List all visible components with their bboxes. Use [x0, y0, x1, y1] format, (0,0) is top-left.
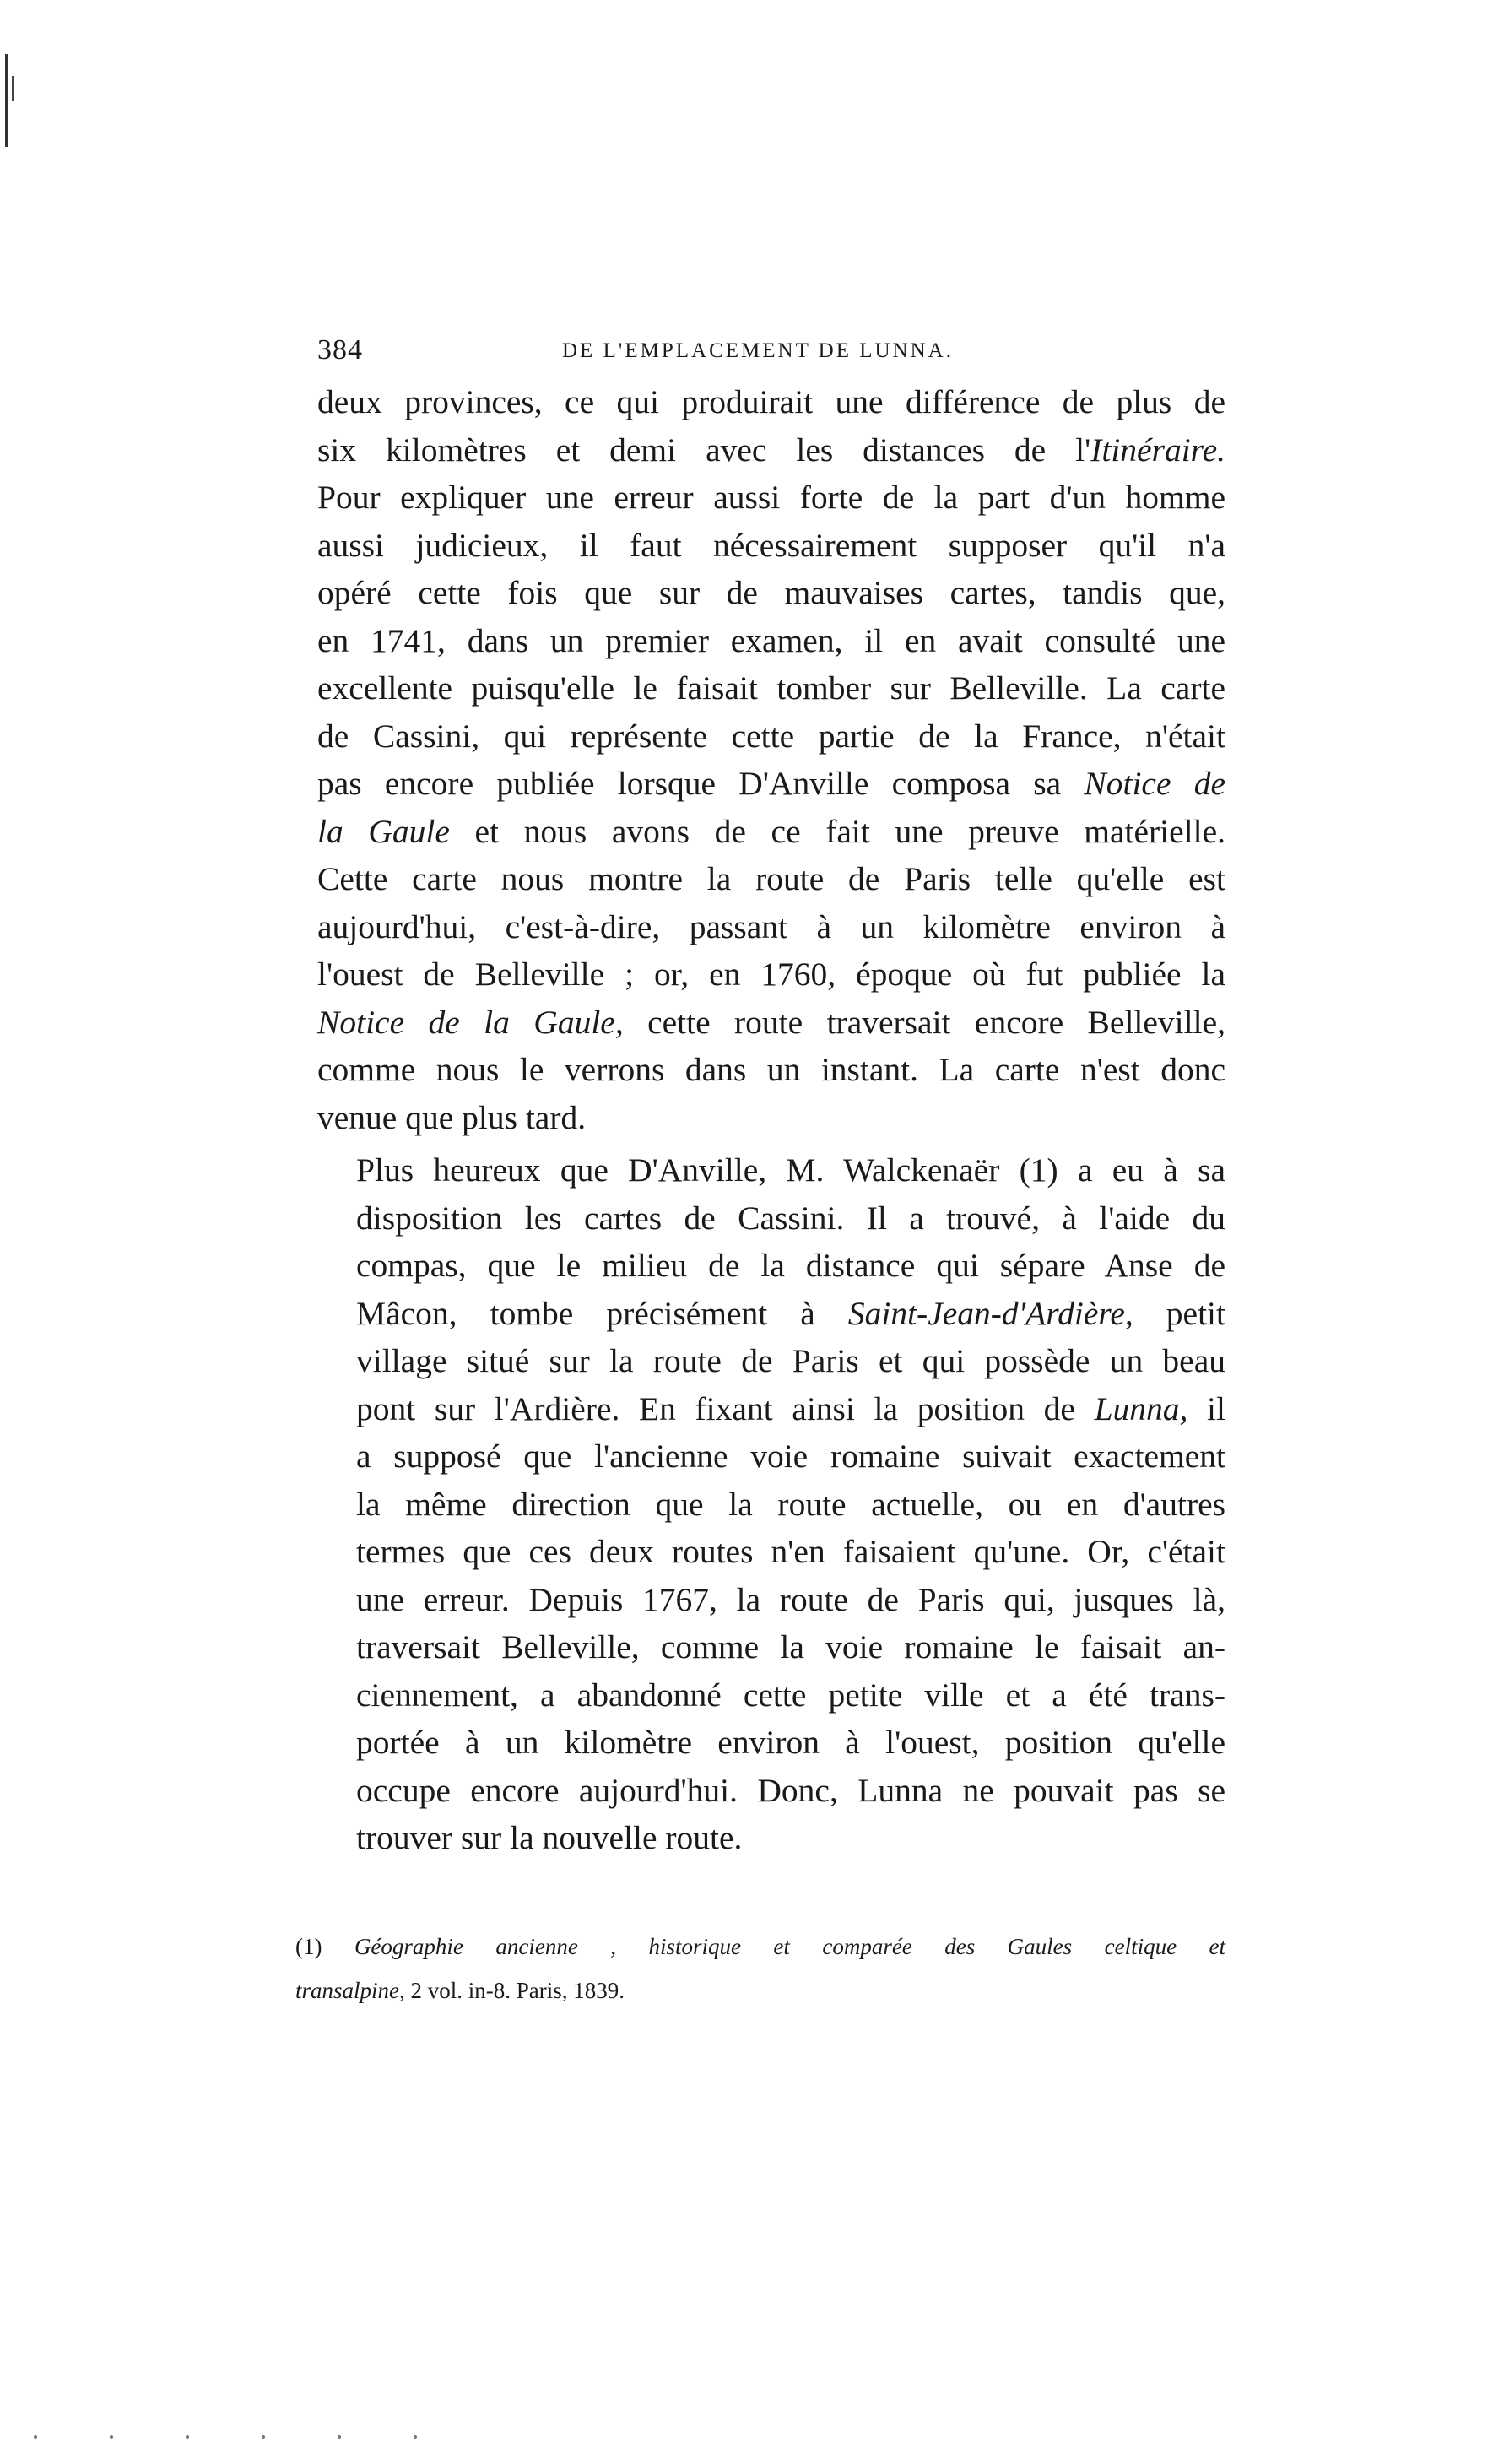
text-line: ciennement, a abandonné cette petite ville et a été trans-	[356, 1676, 1225, 1714]
text-span: il	[1187, 1389, 1225, 1427]
text-line	[317, 1290, 1225, 1338]
speck	[338, 2435, 341, 2439]
speck	[262, 2435, 265, 2439]
text-line: en 1741, dans un premier examen, il en avait consulté une	[317, 621, 1225, 659]
speck	[110, 2435, 113, 2439]
text-line: aussi judicieux, il faut nécessairement supposer qu'il n'a	[317, 526, 1225, 564]
italic-title: la Gaule	[317, 812, 450, 850]
footnote-text: 2 vol. in-8. Paris, 1839.	[404, 1978, 625, 2003]
text-span: et nous avons de ce fait une preuve matérielle.	[449, 812, 1226, 850]
footnote-title: Géographie ancienne , historique et comparée des Gaules celtique et	[354, 1934, 1225, 1959]
text-line: termes que ces deux routes n'en faisaient qu'une. Or, c'était	[356, 1533, 1225, 1570]
text-line: comme nous le verrons dans un instant. La carte n'est donc	[317, 1051, 1225, 1088]
paragraph-2	[317, 1146, 1225, 1862]
text-line	[317, 808, 1225, 856]
running-head: DE L'EMPLACEMENT DE LUNNA.	[562, 339, 954, 362]
text-line: portée à un kilomètre environ à l'ouest, position qu'elle	[356, 1724, 1225, 1761]
text-line: deux provinces, ce qui produirait une différence de plus de	[317, 383, 1225, 420]
text-line: village situé sur la route de Paris et qui possède un beau	[356, 1342, 1225, 1379]
text-line: venue que plus tard.	[317, 1098, 587, 1136]
italic-title: Itinéraire.	[1090, 431, 1225, 468]
text-span: petit	[1133, 1294, 1225, 1332]
text-line: compas, que le milieu de la distance qui sépare Anse de	[356, 1247, 1225, 1284]
text-line: de Cassini, qui représente cette partie de la France, n'était	[317, 717, 1225, 755]
text-line: disposition les cartes de Cassini. Il a trouvé, à l'aide du	[356, 1199, 1225, 1237]
body-text	[317, 378, 1225, 1862]
text-line	[317, 760, 1225, 808]
text-line	[317, 999, 1225, 1047]
italic-title: Notice de	[1084, 765, 1225, 802]
text-line: opéré cette fois que sur de mauvaises cartes, tandis que,	[317, 574, 1225, 611]
text-line: Cette carte nous montre la route de Paris telle qu'elle est	[317, 860, 1225, 897]
text-line: Plus heureux que D'Anville, M. Walckenaër (1) a eu à sa	[356, 1151, 1225, 1189]
text-span: cette route traversait encore Belleville,	[623, 1003, 1225, 1041]
page-number: 384	[317, 334, 363, 366]
footnote	[295, 1925, 1225, 2012]
text-span: six kilomètres et demi avec les distances de l'	[317, 431, 1091, 468]
italic-place: Lunna,	[1094, 1389, 1188, 1427]
italic-title: Notice de la Gaule,	[317, 1003, 624, 1041]
footnote-line	[295, 1925, 1225, 1968]
scan-edge-mark	[5, 54, 8, 147]
text-line: occupe encore aujourd'hui. Donc, Lunna ne pouvait pas se	[356, 1771, 1225, 1809]
text-line: Pour expliquer une erreur aussi forte de la part d'un homme	[317, 479, 1225, 516]
text-line	[317, 1385, 1225, 1433]
text-line: une erreur. Depuis 1767, la route de Paris qui, jusques là,	[356, 1580, 1225, 1618]
text-line	[317, 426, 1225, 474]
paragraph-1	[317, 378, 1225, 1141]
text-span: Mâcon, tombe précisément à	[356, 1294, 848, 1332]
text-line: l'ouest de Belleville ; or, en 1760, époque où fut publiée la	[317, 956, 1225, 993]
speck	[414, 2435, 417, 2439]
text-span: pont sur l'Ardière. En fixant ainsi la position de	[356, 1389, 1095, 1427]
speck	[186, 2435, 189, 2439]
scan-edge-mark	[12, 76, 14, 101]
speck	[34, 2435, 37, 2439]
scan-specks	[34, 2435, 490, 2444]
text-line: a supposé que l'ancienne voie romaine suivait exactement	[356, 1438, 1225, 1475]
text-line: aujourd'hui, c'est-à-dire, passant à un kilomètre environ à	[317, 907, 1225, 945]
footnote-marker: (1)	[295, 1934, 354, 1959]
text-span: pas encore publiée lorsque D'Anville composa sa	[317, 765, 1085, 802]
footnote-title: transalpine,	[295, 1978, 405, 2003]
text-line: excellente puisqu'elle le faisait tomber sur Belleville. La carte	[317, 669, 1225, 707]
text-line: trouver sur la nouvelle route.	[356, 1819, 743, 1856]
footnote-line	[295, 1968, 1225, 2012]
text-line: traversait Belleville, comme la voie romaine le faisait an-	[356, 1628, 1225, 1665]
page-header	[317, 334, 1225, 375]
text-line: la même direction que la route actuelle, ou en d'autres	[356, 1485, 1225, 1523]
italic-place: Saint-Jean-d'Ardière,	[847, 1294, 1133, 1332]
